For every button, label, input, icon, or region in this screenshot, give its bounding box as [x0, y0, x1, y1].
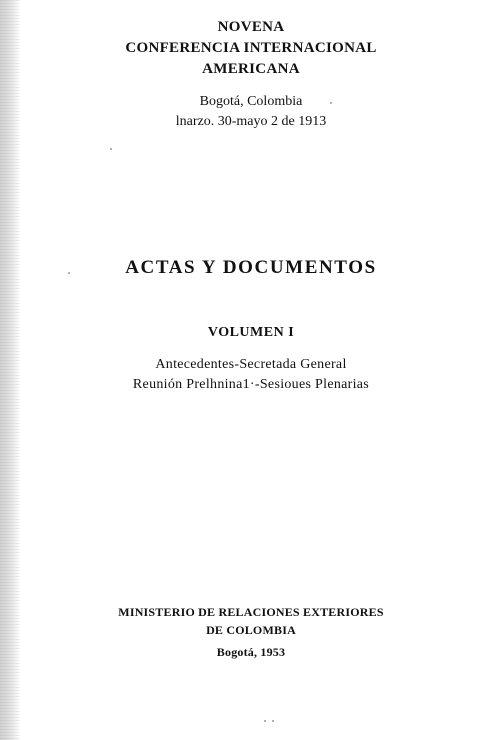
paper-speck: [272, 720, 274, 722]
paper-speck: [110, 148, 112, 150]
paper-speck: [264, 720, 266, 722]
volume-label: VOLUMEN I: [207, 325, 295, 340]
contents-line-2: Reunión Prelhnina1·-Sesioues Plenarias: [132, 377, 370, 392]
contents-line-1: Antecedentes-Secretada General: [155, 357, 347, 372]
conference-region: AMERICANA: [202, 61, 300, 77]
spine-texture: [0, 0, 20, 740]
paper-speck: [68, 272, 70, 274]
page-title: ACTAS Y DOCUMENTOS: [125, 257, 377, 278]
conference-place: Bogotá, Colombia: [199, 94, 303, 109]
publisher-name: MINISTERIO DE RELACIONES EXTERIORES: [118, 605, 384, 619]
paper-speck: [330, 102, 332, 104]
conference-dates: lnarzo. 30-mayo 2 de 1913: [175, 114, 327, 129]
conference-ordinal: NOVENA: [217, 19, 285, 35]
publication-place-year: Bogotá, 1953: [216, 645, 286, 659]
conference-name: CONFERENCIA INTERNACIONAL: [125, 40, 377, 56]
publisher-country: DE COLOMBIA: [206, 623, 296, 637]
